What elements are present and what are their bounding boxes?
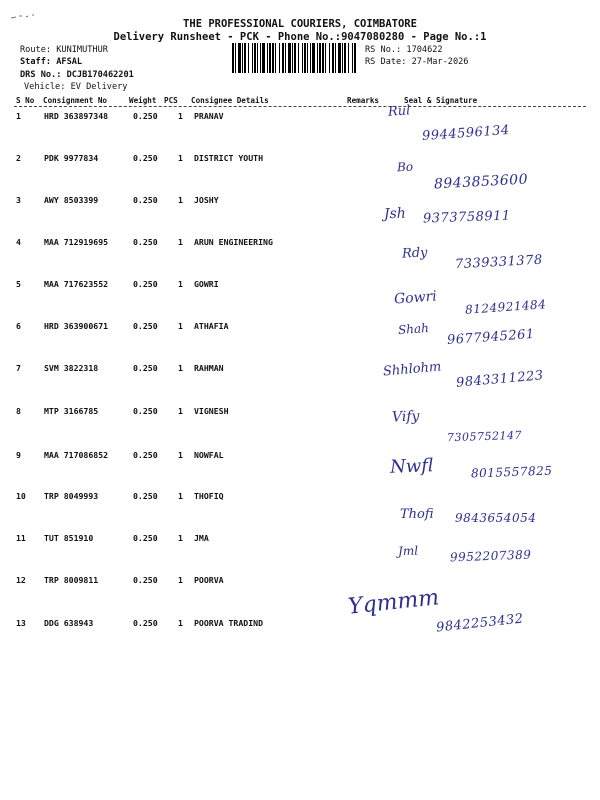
consignment-number: MAA 712919695 [44,237,109,247]
row-sno: 1 [16,111,21,121]
handwritten-signature: Nwfl [389,455,434,478]
col-pcs: PCS [164,96,178,105]
row-sno: 7 [16,363,21,373]
row-sno: 4 [16,237,21,247]
row-pcs: 1 [178,575,183,585]
consignment-number: MTP 3166785 [44,406,99,416]
company-title: THE PROFESSIONAL COURIERS, COIMBATORE [183,18,417,30]
row-sno: 10 [16,491,26,501]
consignee-name: GOWRI [194,279,219,289]
consignee-name: RAHMAN [194,363,224,373]
header-divider [14,106,586,107]
row-weight: 0.250 [133,321,158,331]
consignment-number: PDK 9977834 [44,153,99,163]
handwritten-signature: Jml [397,543,419,559]
row-sno: 5 [16,279,21,289]
drs-number: DRS No.: DCJB170462201 [20,70,134,80]
staff-label: Staff: AFSAL [20,57,83,67]
consignment-number: HRD 363900671 [44,321,109,331]
consignment-number: SVM 3822318 [44,363,99,373]
col-consignment: Consignment No [43,96,108,105]
row-sno: 13 [16,618,26,628]
row-pcs: 1 [178,491,183,501]
consignee-name: VIGNESH [194,406,229,416]
row-pcs: 1 [178,195,183,205]
handwritten-phone-number: 9843654054 [455,511,537,525]
barcode-bar [310,43,311,73]
row-weight: 0.250 [133,491,158,501]
row-weight: 0.250 [133,450,158,460]
row-weight: 0.250 [133,153,158,163]
row-weight: 0.250 [133,618,158,628]
row-sno: 12 [16,575,26,585]
barcode-bar [322,43,324,73]
handwritten-signature: Yqmmm [346,585,441,620]
handwritten-signature: Gowri [393,288,438,308]
consignment-number: TRP 8009811 [44,575,99,585]
handwritten-phone-number: 9677945261 [446,326,536,349]
consignment-number: HRD 363897348 [44,111,109,121]
consignee-name: JMA [194,533,209,543]
col-sno: S No [16,96,35,105]
col-weight: Weight [129,96,157,105]
handwritten-phone-number: 7305752147 [446,428,523,445]
handwritten-signature: Jsh [383,205,407,223]
row-pcs: 1 [178,321,183,331]
barcode-bar [294,43,296,73]
vehicle-label: Vehicle: EV Delivery [24,82,128,92]
consignee-name: DISTRICT YOUTH [194,153,264,163]
consignee-name: PRANAV [194,111,224,121]
col-consignee: Consignee Details [191,96,269,105]
barcode-bar [275,43,276,73]
rs-number: RS No.: 1704622 [365,45,443,55]
consignment-number: TUT 851910 [44,533,94,543]
barcode-bar [325,43,326,73]
handwritten-signature: Bo [396,159,414,175]
barcode-bar [260,43,261,73]
consignment-number: TRP 8049993 [44,491,99,501]
consignment-number: MAA 717623552 [44,279,109,289]
barcode-bar [244,43,246,73]
barcode-bar [298,43,299,73]
barcode-bar [257,43,258,73]
handwritten-signature: Shah [397,320,430,338]
barcode-bar [344,43,346,73]
barcode-image [232,43,358,73]
row-weight: 0.250 [133,195,158,205]
row-pcs: 1 [178,618,183,628]
consignment-number: MAA 717086852 [44,450,109,460]
barcode-bar [312,43,315,73]
row-weight: 0.250 [133,279,158,289]
handwritten-phone-number: 9952207389 [449,547,532,565]
row-pcs: 1 [178,363,183,373]
barcode-bar [342,43,343,73]
consignee-name: ARUN ENGINEERING [194,237,273,247]
handwritten-phone-number: 8943853600 [433,171,529,193]
barcode-bar [262,43,265,73]
barcode-bar [232,43,234,73]
barcode-bar [269,43,271,73]
barcode-bar [317,43,318,73]
row-sno: 6 [16,321,21,331]
barcode-bar [329,43,330,73]
barcode-bar [254,43,256,73]
handwritten-phone-number: 8124921484 [464,297,547,317]
barcode-bar [348,43,349,73]
barcode-bar [235,43,236,73]
consignee-name: NOWFAL [194,450,224,460]
row-pcs: 1 [178,533,183,543]
consignee-name: JOSHY [194,195,219,205]
row-weight: 0.250 [133,575,158,585]
row-pcs: 1 [178,450,183,460]
barcode-bar [272,43,274,73]
row-pcs: 1 [178,406,183,416]
barcode-bar [282,43,284,73]
col-remarks: Remarks [347,96,380,105]
barcode-bar [279,43,280,73]
barcode-bar [352,43,353,73]
row-sno: 9 [16,450,21,460]
row-weight: 0.250 [133,406,158,416]
barcode-bar [248,43,249,73]
barcode-bar [242,43,243,73]
barcode-bar [267,43,268,73]
row-pcs: 1 [178,111,183,121]
handwritten-signature: Vify [391,408,420,426]
row-sno: 2 [16,153,21,163]
row-pcs: 1 [178,237,183,247]
barcode-bar [288,43,291,73]
consignee-name: ATHAFIA [194,321,229,331]
barcode-bar [292,43,293,73]
rs-date: RS Date: 27-Mar-2026 [365,57,469,67]
row-sno: 11 [16,533,26,543]
barcode-bar [252,43,253,73]
barcode-bar [304,43,306,73]
row-weight: 0.250 [133,111,158,121]
consignment-number: DDG 638943 [44,618,94,628]
handwritten-phone-number: 9944596134 [421,122,511,145]
barcode-bar [238,43,241,73]
barcode-bar [335,43,336,73]
row-weight: 0.250 [133,363,158,373]
row-pcs: 1 [178,279,183,289]
row-sno: 3 [16,195,21,205]
consignee-name: POORVA [194,575,224,585]
route-label: Route: KUNIMUTHUR [20,45,108,55]
barcode-bar [285,43,286,73]
handwritten-signature: Rul [387,103,411,120]
handwritten-phone-number: 9843311223 [455,368,545,391]
handwritten-phone-number: 7339331378 [454,252,544,273]
handwritten-signature: Thofi [400,507,434,522]
handwritten-signature: Shhlohm [382,359,442,380]
row-sno: 8 [16,406,21,416]
barcode-bar [332,43,334,73]
row-weight: 0.250 [133,533,158,543]
barcode-bar [319,43,321,73]
row-pcs: 1 [178,153,183,163]
handwritten-phone-number: 8015557825 [470,463,553,481]
handwritten-phone-number: 9842253432 [435,611,525,636]
runsheet-subtitle: Delivery Runsheet - PCK - Phone No.:9047080280 - Page No.:1 [113,31,487,43]
col-seal-signature: Seal & Signature [404,96,478,105]
barcode-bar [302,43,303,73]
barcode-bar [338,43,341,73]
row-weight: 0.250 [133,237,158,247]
barcode-bar [307,43,308,73]
consignee-name: THOFIQ [194,491,224,501]
consignment-number: AWY 8503399 [44,195,99,205]
handwritten-signature: Rdy [401,245,428,262]
barcode-bar [354,43,356,73]
handwritten-phone-number: 9373758911 [422,208,511,227]
consignee-name: POORVA TRADIND [194,618,264,628]
